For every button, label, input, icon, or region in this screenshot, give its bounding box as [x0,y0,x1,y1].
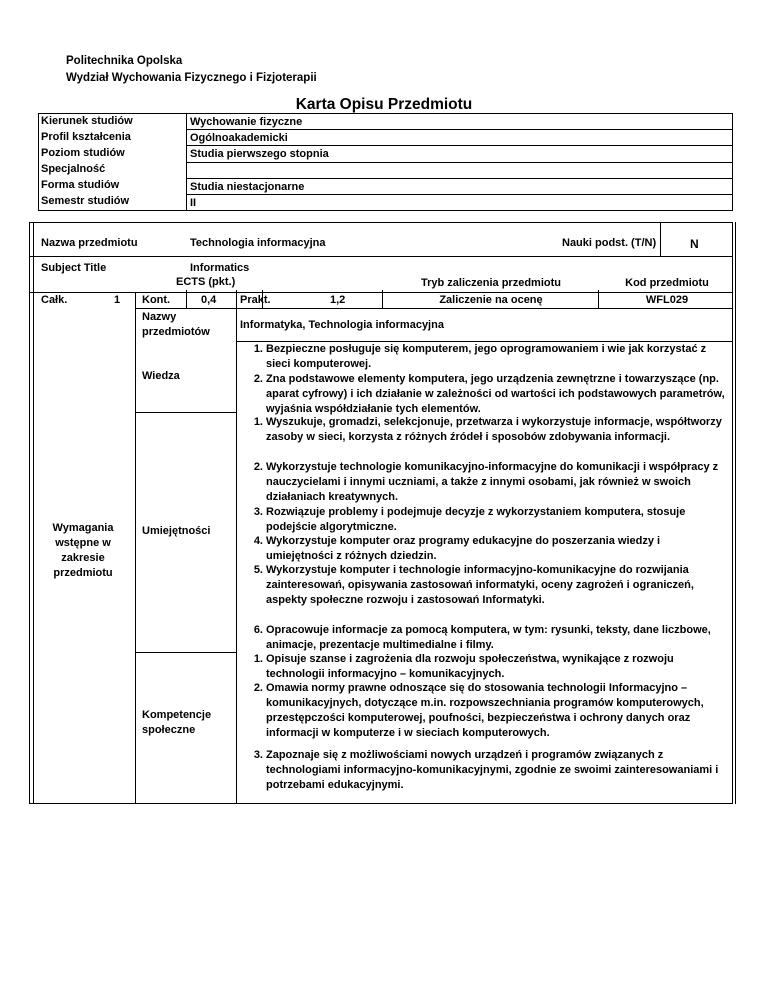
list-item: 1. Bezpieczne posługuje się komputerem, jego oprogramowaniem i wie jak korzystać z sieci komputerowej. [253,343,707,370]
semester-label: Semestr studiów [41,195,130,207]
profile-label: Profil kształcenia [41,131,131,143]
list-item: 5. Wykorzystuje komputer i technologie informacyjno-komunikacyjne do rozwijania zainteresowań, opisywania zastosowań informatyki, oceny zagrożeń i ograniczeń, aspekty społeczne rozwoju i zastosowań Informatyki. [253,564,694,606]
requirements-label: Wymagania wstępne w zakresie przedmiotu [52,522,114,579]
code-value: WFL029 [645,294,689,306]
names-value: Informatyka, Technologia informacyjna [240,319,444,331]
practical-label: Prakt. [240,294,271,306]
names-label-2: przedmiotów [142,326,210,338]
form-label: Forma studiów [41,179,120,191]
skills-label: Umiejętności [142,525,211,537]
basic-science-value: N [690,237,699,251]
list-item: 2. Omawia normy prawne odnoszące się do stosowania technologii Informacyjno – komunikacyjnych, dotyczące m.in. rozpowszechniania programów komputerowych, przestępczości komputerowej, poufności, bezpieczeństwa i ochrony danych oraz informacji w komputerze i w sieciach komputerowych. [253,682,704,739]
mode-value: Zaliczenie na ocenę [439,294,543,306]
subject-title-label: Subject Title [41,262,107,274]
form-value: Studia niestacjonarne [190,181,305,193]
list-item: 2. Wykorzystuje technologie komunikacyjno-informacyjne do komunikacji i współpracy z nauczycielami i innymi uczniami, a także z innymi osobami, jak również w swoich działaniach kreatywnych. [253,461,719,503]
course-name-label: Nazwa przedmiotu [41,237,138,249]
list-item: 3. Zapoznaje się z możliwościami nowych urządzeń i programów związanych z technologiami informacyjno-komunikacyjnymi, zgodnie ze swoimi zainteresowaniami i potrzebami edukacyjnymi. [253,749,719,791]
faculty-name: Wydział Wychowania Fizycznego i Fizjoterapii [66,72,317,84]
list-item: 2. Zna podstawowe elementy komputera, jego urządzenia zewnętrzne i towarzyszące (np. aparat cyfrowy) i ich działanie w zależności od wartości ich podstawowych parametrów, wyjaśnia współdziałanie tych elementów. [253,373,725,415]
basic-science-label: Nauki podst. (T/N) [562,237,657,249]
competences-label: Kompetencje społeczne [142,709,212,736]
profile-value: Ogólnoakademicki [190,132,288,144]
contact-label: Kont. [142,294,171,306]
total-value: 1 [114,294,121,306]
list-item: 6. Opracowuje informacje za pomocą komputera, w tym: rysunki, teksty, dane liczbowe, animacje, prezentacje multimedialne i filmy. [253,624,711,651]
level-value: Studia pierwszego stopnia [190,148,329,160]
semester-value: II [190,197,197,209]
level-label: Poziom studiów [41,147,125,159]
total-label: Całk. [41,294,68,306]
university-name: Politechnika Opolska [66,55,183,67]
course-name-value: Technologia informacyjna [190,237,326,249]
knowledge-label: Wiedza [142,370,180,382]
mode-label: Tryb zaliczenia przedmiotu [421,277,561,289]
list-item: 3. Rozwiązuje problemy i podejmuje decyzje z wykorzystaniem komputera, stosuje podejście algorytmiczne. [253,506,686,533]
study-field-value: Wychowanie fizyczne [190,116,303,128]
list-item: 4. Wykorzystuje komputer oraz programy edukacyjne do poszerzania wiedzy i umiejętności z różnych dziedzin. [253,535,661,562]
subject-title-value: Informatics [190,262,250,274]
contact-value: 0,4 [201,294,217,306]
ects-label: ECTS (pkt.) [176,276,236,288]
list-item: 1. Wyszukuje, gromadzi, selekcjonuje, przetwarza i wykorzystuje informacje, współtworzy zasoby w sieci, korzysta z różnych źródeł i sposobów zdobywania informacji. [253,416,722,443]
code-label: Kod przedmiotu [625,277,709,289]
study-field-label: Kierunek studiów [41,115,133,127]
specialty-label: Specjalność [41,163,106,175]
practical-value: 1,2 [330,294,346,306]
document-title: Karta Opisu Przedmiotu [295,96,473,113]
names-label-1: Nazwy [142,311,177,323]
list-item: 1. Opisuje szanse i zagrożenia dla rozwoju społeczeństwa, wynikające z rozwoju technologii informacyjno – komunikacyjnych. [253,653,674,680]
